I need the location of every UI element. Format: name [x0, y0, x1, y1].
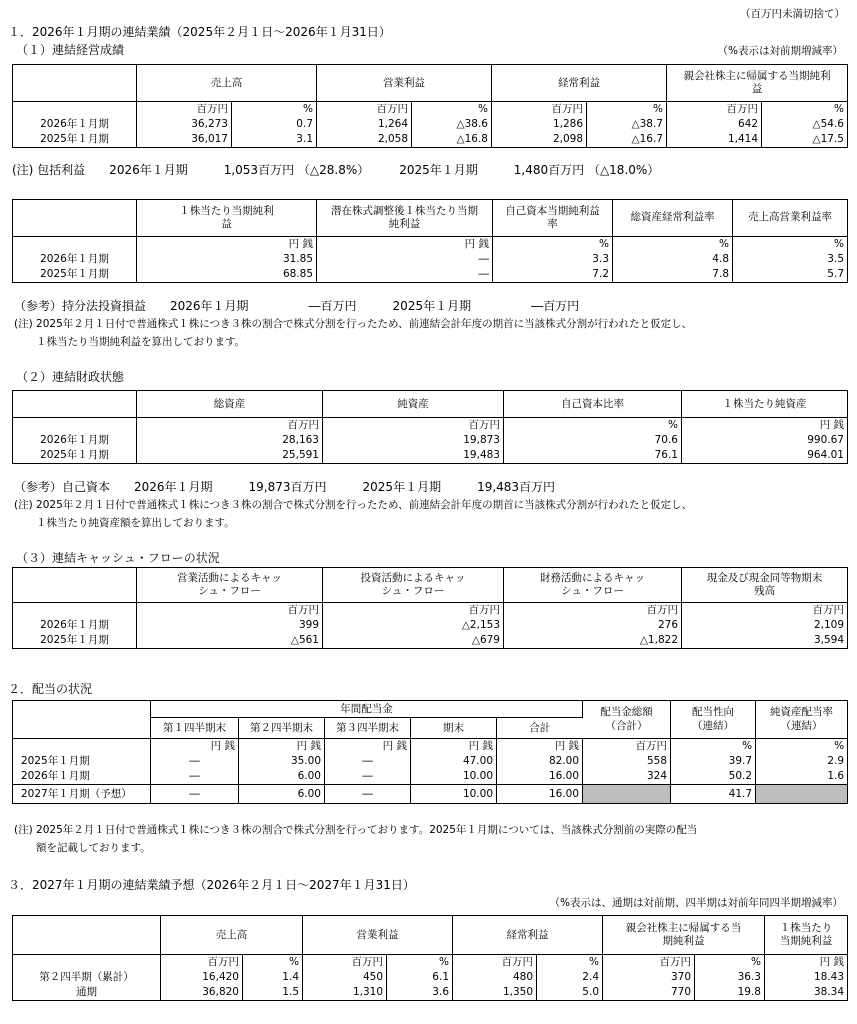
unit-cell: %	[504, 418, 682, 434]
header-sales: 売上高	[137, 65, 317, 102]
header-empty	[13, 65, 137, 102]
table-cell: ―	[325, 785, 411, 804]
table-cell: 1.6	[827, 770, 845, 783]
header-diluted-eps: 潜在株式調整後１株当たり当期純利益	[317, 200, 493, 237]
header-total: 合計	[497, 718, 583, 739]
section1-title: １．2026年１月期の連結業績（2025年２月１日～2026年１月31日）	[8, 25, 391, 39]
unit-cell: 百万円	[323, 603, 504, 619]
table-cell: 2.9	[827, 755, 845, 768]
header-net-income: 親会社株主に帰属する当期純利益	[603, 916, 765, 955]
unit-cell: %	[537, 955, 603, 971]
header-sales: 売上高	[161, 916, 303, 955]
table-cell: 3.6	[387, 985, 453, 1001]
cash-flow-table	[12, 567, 848, 649]
sub1-pct-note: （%表示は対前期増減率）	[717, 45, 843, 57]
table-cell: 18.43	[813, 971, 844, 984]
unit-cell: %	[834, 740, 845, 753]
table-cell: 2,109	[813, 619, 844, 632]
shaded-cell	[583, 785, 671, 804]
header-bps: １株当たり純資産	[682, 391, 848, 418]
header-q1: 第１四半期末	[151, 718, 239, 739]
table-cell: 558	[583, 754, 671, 769]
section2-title: ２．配当の状況	[8, 682, 93, 696]
table-cell: 10.00	[411, 769, 497, 785]
row-label: 通期	[13, 985, 161, 1001]
unit-cell: %	[834, 238, 844, 251]
unit-cell: %	[387, 955, 453, 971]
unit-cell: 百万円	[303, 955, 387, 971]
section3-title: ３．2027年１月期の連結業績予想（2026年２月１日～2027年１月31日）	[8, 878, 415, 892]
unit-cell: 百万円	[453, 955, 537, 971]
unit-cell: 百万円	[137, 603, 323, 619]
row-label: 2026年１月期	[13, 618, 137, 633]
unit-cell: %	[587, 102, 667, 118]
header-roa: 総資産経常利益率	[613, 200, 733, 237]
header-year-end: 期末	[411, 718, 497, 739]
split-note-line1: (注) 2025年２月１日付で普通株式１株につき３株の割合で株式分割を行ったため、前連結会計年度の期首に当該株式分割が行われたと仮定し、	[14, 318, 693, 330]
dividend-table	[12, 700, 848, 804]
table-cell: 50.2	[671, 769, 756, 785]
header-op-margin: 売上高営業利益率	[733, 200, 848, 237]
header-net-income: 親会社株主に帰属する当期純利益	[667, 65, 848, 102]
table-cell: △16.8	[412, 132, 492, 148]
unit-cell: 百万円	[137, 418, 323, 434]
table-cell: 0.7	[232, 117, 317, 132]
table-cell: 19,483	[323, 448, 504, 464]
row-label: 2025年１月期	[13, 132, 137, 148]
table-cell: △2,153	[323, 618, 504, 633]
table-cell: 16.00	[497, 785, 583, 804]
unit-cell: %	[232, 102, 317, 118]
unit-cell: 百万円	[812, 604, 844, 617]
table-cell: 36,273	[137, 117, 232, 132]
table-cell: 1.4	[243, 970, 303, 985]
dividend-note-line1: (注) 2025年２月１日付で普通株式１株につき３株の割合で株式分割を行っております。2025年１月期については、当該株式分割前の実際の配当	[14, 824, 698, 836]
table-cell: 10.00	[411, 785, 497, 804]
per-share-table	[12, 199, 848, 283]
financial-position-table	[12, 390, 848, 464]
sub3-title: （３）連結キャッシュ・フローの状況	[16, 551, 220, 565]
unit-cell: 百万円	[603, 955, 695, 971]
table-cell: 41.7	[671, 785, 756, 804]
row-label: 2025年１月期	[13, 448, 137, 464]
table-cell: 28,163	[137, 433, 323, 448]
header-ordinary-income: 経常利益	[453, 916, 603, 955]
table-cell: 7.2	[493, 267, 613, 283]
header-roe: 自己資本当期純利益率	[493, 200, 613, 237]
table-cell: 19,873	[323, 433, 504, 448]
table-cell: 16.00	[497, 769, 583, 785]
header-total-assets: 総資産	[137, 391, 323, 418]
shaded-cell	[756, 785, 848, 804]
unit-cell: 百万円	[504, 603, 682, 619]
row-label: 2025年１月期	[13, 267, 137, 283]
table-cell: 3.1	[232, 132, 317, 148]
split-note2-line1: (注) 2025年２月１日付で普通株式１株につき３株の割合で株式分割を行ったため、前連結会計年度の期首に当該株式分割が行われたと仮定し、	[14, 499, 693, 511]
comprehensive-income-note: (注) 包括利益 2026年１月期 1,053百万円 （△28.8%） 2025年１月期 1,480百万円 （△18.0%）	[12, 163, 660, 177]
table-cell: 35.00	[239, 754, 325, 769]
unit-cell: 円 銭	[151, 739, 239, 755]
table-cell: 2.4	[537, 970, 603, 985]
unit-cell: %	[412, 102, 492, 118]
table-cell: 370	[603, 970, 695, 985]
header-operating-cf: 営業活動によるキャッシュ・フロー	[137, 568, 323, 603]
table-cell: 1,310	[303, 985, 387, 1001]
split-note2-line2: １株当たり純資産額を算出しております。	[36, 517, 235, 529]
row-label: 2025年１月期	[13, 633, 137, 649]
header-net-assets: 純資産	[323, 391, 504, 418]
row-label: 2027年１月期（予想）	[13, 785, 151, 804]
table-cell: 770	[603, 985, 695, 1001]
forecast-table	[12, 915, 848, 1001]
row-label: 第２四半期（累計）	[13, 970, 161, 985]
table-cell: 6.00	[239, 769, 325, 785]
header-q2: 第２四半期末	[239, 718, 325, 739]
table-cell: 7.8	[613, 267, 733, 283]
unit-note: （百万円未満切捨て）	[740, 8, 845, 20]
table-cell: 38.34	[813, 986, 844, 999]
table-cell: 3.3	[493, 252, 613, 267]
unit-cell: %	[243, 955, 303, 971]
split-note-line2: １株当たり当期純利益を算出しております。	[36, 336, 246, 348]
table-cell: 2,058	[317, 132, 412, 148]
table-cell: 39.7	[671, 754, 756, 769]
table-cell: 2,098	[492, 132, 587, 148]
table-cell: 276	[504, 618, 682, 633]
table-cell: 76.1	[504, 448, 682, 464]
table-cell: 36,820	[161, 985, 243, 1001]
equity-ref: （参考）自己資本 2026年１月期 19,873百万円 2025年１月期 19,483百万円	[14, 480, 556, 494]
table-cell: △561	[137, 633, 323, 649]
table-cell: 25,591	[137, 448, 323, 464]
header-investing-cf: 投資活動によるキャッシュ・フロー	[323, 568, 504, 603]
unit-cell: 円 銭	[819, 419, 844, 432]
header-financing-cf: 財務活動によるキャッシュ・フロー	[504, 568, 682, 603]
table-cell: △38.6	[412, 117, 492, 132]
unit-cell: %	[613, 237, 733, 253]
table-cell: 4.8	[613, 252, 733, 267]
table-cell: ―	[151, 785, 239, 804]
table-cell: △1,822	[504, 633, 682, 649]
table-cell: ―	[151, 769, 239, 785]
header-payout-ratio: 配当性向（連結）	[671, 701, 756, 739]
row-label: 2026年１月期	[13, 117, 137, 132]
unit-cell: 百万円	[137, 102, 232, 118]
row-label: 2026年１月期	[13, 769, 151, 785]
header-total-dividend: 配当金総額（合計）	[583, 701, 671, 739]
header-q3: 第３四半期末	[325, 718, 411, 739]
table-cell: △17.5	[812, 133, 844, 146]
sub1-title: （１）連結経営成績	[16, 43, 125, 57]
table-cell: 19.8	[695, 985, 765, 1001]
table-cell: ―	[325, 769, 411, 785]
table-cell: 3,594	[813, 634, 844, 647]
unit-cell: 百万円	[667, 102, 762, 118]
header-eps: １株当たり当期純利益	[765, 916, 848, 955]
table-cell: 5.7	[827, 268, 844, 281]
table-cell: 1,350	[453, 985, 537, 1001]
table-cell: 5.0	[537, 985, 603, 1001]
table-cell: 1.5	[243, 985, 303, 1001]
table-cell: △16.7	[587, 132, 667, 148]
unit-cell: 円 銭	[325, 739, 411, 755]
table-cell: ―	[325, 754, 411, 769]
header-cash-balance: 現金及び現金同等物期末残高	[682, 568, 848, 603]
table-cell: 31.85	[137, 252, 317, 267]
table-cell: △38.7	[587, 117, 667, 132]
unit-cell: 円 銭	[239, 739, 325, 755]
header-equity-ratio: 自己資本比率	[504, 391, 682, 418]
table-cell: ―	[317, 252, 493, 267]
table-cell: 1,414	[667, 132, 762, 148]
unit-cell: 円 銭	[497, 739, 583, 755]
table-cell: △679	[323, 633, 504, 649]
unit-cell: 円 銭	[137, 237, 317, 253]
table-cell: 6.1	[387, 970, 453, 985]
table-cell: ―	[151, 754, 239, 769]
unit-cell: 円 銭	[317, 237, 493, 253]
header-doe: 純資産配当率（連結）	[756, 701, 848, 739]
table-cell: 990.67	[807, 434, 844, 447]
table-cell: 68.85	[137, 267, 317, 283]
table-cell: 36.3	[695, 970, 765, 985]
table-cell: 16,420	[161, 970, 243, 985]
header-operating-income: 営業利益	[303, 916, 453, 955]
table-cell: 6.00	[239, 785, 325, 804]
header-annual-dividend: 年間配当金	[151, 701, 583, 718]
unit-cell: 百万円	[161, 955, 243, 971]
table-cell: ―	[317, 267, 493, 283]
unit-cell: %	[493, 237, 613, 253]
table-cell: 399	[137, 618, 323, 633]
unit-cell: 円 銭	[819, 956, 844, 969]
unit-cell: %	[671, 739, 756, 755]
table-cell: 1,264	[317, 117, 412, 132]
unit-cell: 百万円	[323, 418, 504, 434]
operating-results-table	[12, 64, 848, 148]
sub2-title: （２）連結財政状態	[16, 370, 125, 384]
header-ordinary-income: 経常利益	[492, 65, 667, 102]
table-cell: 47.00	[411, 754, 497, 769]
header-eps: １株当たり当期純利益	[137, 200, 317, 237]
unit-cell: 百万円	[317, 102, 412, 118]
equity-method-ref: （参考）持分法投資損益 2026年１月期 ―百万円 2025年１月期 ―百万円	[14, 299, 580, 313]
table-cell: 36,017	[137, 132, 232, 148]
section3-pct-note: （%表示は、通期は対前期、四半期は対前年同四半期増減率）	[549, 897, 843, 909]
unit-cell: %	[695, 955, 765, 971]
row-label: 2026年１月期	[13, 433, 137, 448]
row-label: 2026年１月期	[13, 252, 137, 267]
row-label: 2025年１月期	[13, 754, 151, 769]
header-operating-income: 営業利益	[317, 65, 492, 102]
unit-cell: 円 銭	[411, 739, 497, 755]
table-cell: 70.6	[504, 433, 682, 448]
table-cell: △54.6	[812, 118, 844, 131]
unit-cell: %	[834, 103, 844, 116]
table-cell: 324	[583, 769, 671, 785]
table-cell: 480	[453, 970, 537, 985]
table-cell: 450	[303, 970, 387, 985]
table-cell: 82.00	[497, 754, 583, 769]
table-cell: 964.01	[807, 449, 844, 462]
table-cell: 1,286	[492, 117, 587, 132]
unit-cell: 百万円	[583, 739, 671, 755]
unit-cell: 百万円	[492, 102, 587, 118]
table-cell: 642	[667, 117, 762, 132]
table-cell: 3.5	[827, 253, 844, 266]
dividend-note-line2: 額を記載しております。	[36, 842, 151, 854]
